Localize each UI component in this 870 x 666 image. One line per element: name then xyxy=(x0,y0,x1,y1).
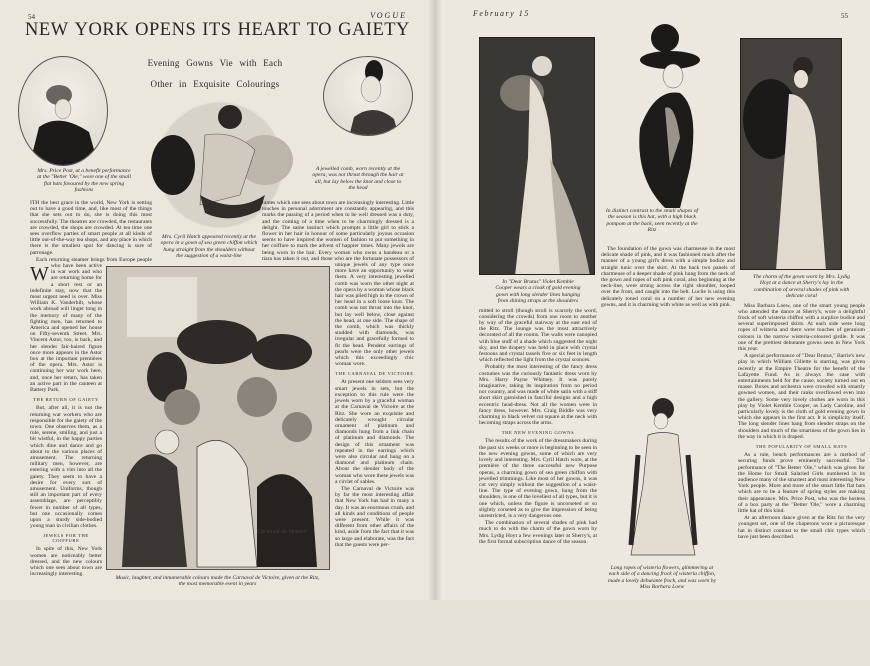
subtitle-line: Other in Exquisite Colourings xyxy=(150,79,280,89)
paragraph: The combination of several shades of pink had much to do with the charm of the gown worn by Mrs. Lydig Hoyt a few evenings later at Sherry's, at the first formal subscription dance of the season. xyxy=(479,520,597,545)
section-heading: THE POPULARITY OF SMALL HATS xyxy=(755,444,848,450)
paragraph: Each returning steamer brings from Europe people who have been active in war work and who are returning home for a short rest or an indefinite stay, now that the most urgent need is over. Miss William K. Vanderbilt, whose work abroad will linger long in the memory of many of the fighting men, has returned to America and opened her house on Fifty-seventh Street. Mrs. Vincent Astor, too, is back, and her slender fair-haired figure once more appears in the Astor box at the important premières of the opera. Mrs. Astor is continuing her war work here, and, once her return, has taken an active part in the canteen at Battery Park. xyxy=(30,256,152,394)
illustration-barbara-loew xyxy=(623,395,703,563)
paragraph: The foundation of the gown was charmeuse in the most delicate shade of pink, and it was fashioned much after the manner of a young girl's dress with a simple bodice and straight tunic over the skirt. At the back two panels of charmeuse of a deeper shade of pink hung from the neck of the gown and ropes of soft pink coral, also beginning at the neck-line, were strung across the right shoulder, looped over the front, and caught into the belt. Lucile is using this delicately toned coral on a number of her new evening gowns, and it is charming with white as well as with pink. xyxy=(601,246,735,308)
caption-carnival: Music, laughter, and innumerable colours made the Carnaval de Victoire, given at the Ritz, the most memorable event in years xyxy=(115,575,320,588)
paragraph: Miss Barbara Loew, one of the smart young people who attended the dance at Sherry's, wore a delightful frock of soft wisteria chiffon with a surplice bodice and several superimposed skirts. At each side were long ropes of wisteria and there were touches of geranium colours in the narrow wisteria-coloured girdle. It was one of the prettiest debutante gowns seen in New York this year. xyxy=(738,302,865,353)
carnival-illustration xyxy=(106,266,330,570)
paragraph: At present one seldom sees very smart jewels in sets, but the exception to this rule were the jewels worn by a graceful woman at the Carnaval de Victoire at the Ritz. She wore an exquisite and delicately wrought circular ornament of platinum and diamonds hung from a link chain of platinum and diamonds. The design of this ornament was repeated in the earrings which were also circular and hung on a diamond and platinum chain. About the slender body of the woman who wore these jewels was a circlet of sables. xyxy=(335,379,414,485)
illustration-dear-brutus xyxy=(479,37,595,275)
title-word: ITS xyxy=(202,20,232,40)
illustration-small-hat xyxy=(625,18,715,208)
page-number: 55 xyxy=(841,12,848,20)
section-heading: THE CARNAVAL DE VICTOIRE xyxy=(335,371,414,377)
paragraph: In spite of this, New York women are noticeably better dressed, and the new colours which one sees about town are increasingly interesting. xyxy=(30,546,102,578)
title-word: OPENS xyxy=(135,20,197,40)
portrait-illustration-price-post xyxy=(18,56,108,166)
caption-jewelled-comb: A jewelled comb, worn recently at the opera, was not thrust through the hair at all, but lay below the knot and close to the head xyxy=(312,166,404,192)
title-word: HEART xyxy=(237,20,301,40)
subtitle-line: Evening Gowns Vie with Each xyxy=(147,58,283,68)
caption-cyril-hatch: Mrs. Cyril Hatch appeared recently at the opera in a gown of sea green chiffon which hung straight from the shoulders without the suggestion of a waist-line xyxy=(160,234,258,260)
paragraph: Probably the most interesting of the fancy dress costumes was the curiously fantastic dress worn by Mrs. Harry Payne Whitney. It was purely imaginative, taking its inspiration from no period nor country, and was made of white satin with a stiff short skirt garnished in fanciful designs and a high eccentric head-dress. Not all the women were in fancy dress, however. Mrs. Craig Biddle was very charming in black velvet cut square at the neck with becoming straps across the arms. xyxy=(479,364,597,427)
running-head: February 15 xyxy=(473,9,530,18)
right-page xyxy=(435,0,870,600)
paragraph: The Carnaval de Victoire was by far the most interesting affair that New York has had in many a day. It was an enormous crush, and all kinds and conditions of people were present. While it was different from other affairs of the kind, aside from the fact that it was so large and elaborate, was the fact that the guests were per- xyxy=(335,485,414,548)
paragraph: tumes which one sees about town are increasingly interesting. Little touches in personal adornment are constantly appearing, and this marks the passing of a period when to be well dressed was a duty, and the coming of a time when to be charmingly dressed is a delight. The same instinct which prompts a little girl to stick a flower in her hair in honour of some particularly joyous occasion seems to have inspired the women of fashion to put something in her coiffure to mark the advent of happier times. Many jewels are being worn in the hair. Every woman who owns a bandeau or a tiara has taken it out, and those who are the fortunate possessors of unique jewels of any type once more have an opportunity to wear them. A very interesting jewelled comb was worn the other night at the opera by a woman whose black hair was piled high in the crown of her head in a soft loose knot. The comb was not thrust into the knot, but lay well below, close against the head, at one side. The shape of the comb, which was thickly studded with diamonds, was irregular and gracefully formed to fit the head. Pendent earrings of pearls were the only other jewels which this exceedingly chic woman wore. xyxy=(262,200,414,368)
page-title xyxy=(25,20,410,41)
caption-dear-brutus: In "Dear Brutus" Violet Kemble Cooper wears a cloak of gold evening gown with long slender lines hanging from shining straps at the shoulders xyxy=(495,279,581,305)
running-head: VOGUE xyxy=(370,11,407,20)
article-column-right-page-3 xyxy=(738,274,865,541)
caption-lydig-hoyt: The charm of the gown worn by Mrs. Lydig Hoyt at a dance at Sherry's lay in the combination of several shades of pink with delicate coral xyxy=(753,274,850,300)
paragraph: But, after all, it is not the returning war workers who are responsible for the gaiety of the town. One observes them, as a rule, serene, smiling, and just a bit wistful, in the happy parties which dine and dance and go about to the various places of amusement. The returning military men, however, are entering with a vim into all the gaiety. They seem to have a desire for every sort of amusement. Uniforms, though still an important part of every assemblage, are perceptibly fewer in number of all types, but one occasionally comes upon a sturdy side-bodied young man in civilian clothes. xyxy=(30,405,102,530)
paragraph: The results of the work of the dressmakers during the past six weeks or more is beginning to be seen in the new evening gowns, some of which are very lovely and interesting. Mrs. Cyril Hatch wore, at the première of the three successful new Purpose operas, a charming gown of sea green chiffon with jewelled trimmings. Like most of her gowns, it was cut very simply without the suggestion of a waist-line. The type of evening gown, hung from the shoulders, is one of the loveliest of all types, but it is one which, unless the figure is uncorseted or so slightly corseted as to give the impression of being unrestricted, is a very dangerous one. xyxy=(479,438,597,519)
section-heading: THE NEW EVENING GOWNS xyxy=(501,430,575,436)
drop-cap: W xyxy=(30,263,49,285)
illustration-signature: Carnaval de Victoire xyxy=(257,529,307,535)
title-word: NEW xyxy=(25,20,69,40)
page-number: 54 xyxy=(28,13,35,21)
title-word: GAIETY xyxy=(338,20,410,40)
title-word: TO xyxy=(306,20,333,40)
paragraph: ITH the best grace in the world, New York is setting out to have a good time, and, like most of the things that she sets out to do, she is doing this most successfully. The theatres are crowded, the restaurants are crowded, the shops are crowded. At tea time one sees overflow parties of smart people at all kinds of little out-of-the-way tea shops, and any place in which there is the smallest spot for dancing is sure of patronage. xyxy=(30,200,152,256)
article-column-right-page-2 xyxy=(601,246,735,309)
caption-price-post: Mrs. Price Post, at a benefit performance at the "Better 'Ole," wore one of the small flat hats favoured by the new spring fashions xyxy=(37,168,131,194)
illustration-lydig-hoyt xyxy=(740,38,842,270)
paragraph: mitted to stroll (though stroll is scarcely the word, considering the crowds) from one room to another by way of the graceful stairway at the east end of the Ritz. The lounge was the most attractively decorated of all the rooms. The walls were canopied with blue stuff of a shade which suggested the night sky, and the drapery was held in place with crystal festoons and crystal tassels five or six feet in length which reflected the light from the crystal sconces. xyxy=(479,307,597,364)
left-page xyxy=(0,0,435,600)
caption-barbara-loew: Long ropes of wisteria flowers, glimmering at each side of a dancing frock of wisteria chiffon, made a lovely debutante frock, and was worn by Miss Barbara Loew xyxy=(607,565,717,591)
paragraph: At an afternoon dance given at the Ritz for the very youngest set, one of the chaperons wore a picturesque hat in distinct contrast to the small chic types which have just been described. xyxy=(738,515,865,540)
article-column-right-page-1 xyxy=(479,279,597,546)
section-heading: THE RETURN OF GAIETY xyxy=(33,397,99,403)
section-heading: JEWELS FOR THE COIFFURE xyxy=(43,533,89,544)
caption-small-hat: In distinct contrast to the small shapes of the season is this hat, with a high black pompom at the back, seen recently at the Ritz xyxy=(605,208,699,234)
paragraph: A special performance of "Dear Brutus," Barrie's new play in which William Gillette is starring, was given recently at the Empire Theatre for the benefit of the Lafayette Fund. As is always the case with entertainments held for the cause, society turned out en masse. Boxes and orchestra were crowded with smartly gowned women, and their ranks overflowed even into the gallery. Some very lovely clothes are worn in this play by Violet Kemble Cooper, as Lady Caroline, and particularly lovely is the cloth of gold evening gown in which she appears in the first act. It is simplicity itself. The long slender lines hang from slender straps on the shoulders and much of the smartness of the gown lies in the way in which it is draped. xyxy=(738,353,865,440)
portrait-illustration-jewelled-comb xyxy=(323,56,413,136)
paragraph: As a rule, bench performances are a method of securing funds prove eminently successful. The performance of "The Better 'Ole," which was given for the Home for Small Salaried Girls numbered in its audience many of the smartest and most interesting New York people. More and more of the smart little flat hats which are to be a feature of spring styles are making their appearance. Mrs. Price Post, who was the hostess of a box party at the "Better 'Ole," wore a charming little hat of this kind. xyxy=(738,452,865,514)
title-word: YORK xyxy=(74,20,130,40)
